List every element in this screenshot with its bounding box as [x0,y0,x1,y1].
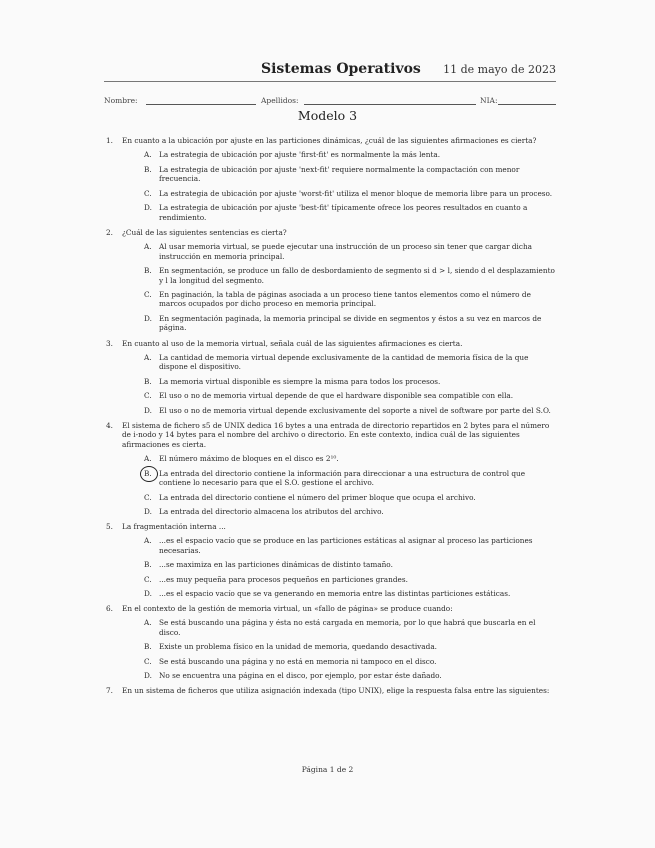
option-letter-text: D. [144,405,152,415]
option-letter-text: C. [144,289,152,299]
answer-option [144,560,556,570]
question-text: En cuanto al uso de la memoria virtual, señala cuál de las siguientes afirmaciones es cierta. [122,338,463,348]
question-stem [104,686,556,696]
option-letter [144,377,159,387]
handwritten-answer-circle [140,466,158,482]
option-letter [144,242,159,261]
answer-option [144,290,556,309]
option-letter [144,618,159,637]
question-6 [104,604,556,681]
nia-label: NIA: [480,96,498,105]
name-label: Nombre: [104,96,138,105]
answer-option [144,493,556,503]
question-1 [104,136,556,222]
answer-option [144,507,556,517]
question-number: 3. [106,338,113,348]
option-text: En segmentación paginada, la memoria principal se divide en segmentos y éstos a su vez en marcos de página. [159,313,542,333]
option-letter [144,507,159,517]
option-letter-text: A. [144,536,152,546]
header-divider [104,81,556,82]
option-letter [144,671,159,681]
option-text: El número máximo de bloques en el disco es 2¹⁰. [159,454,339,464]
option-text: No se encuentra una página en el disco, por ejemplo, por estar éste dañado. [159,671,442,681]
option-letter-text: C. [144,492,152,502]
question-stem [104,136,556,146]
option-letter-text: B. [144,265,152,275]
option-letter [144,406,159,416]
option-letter [144,266,159,285]
name-line [146,104,256,105]
answer-option [144,406,556,416]
option-letter-text: B. [144,642,152,652]
option-text: ...es el espacio vacío que se produce en las particiones estáticas al asignar al proceso las particiones necesarias. [159,536,533,555]
question-number: 5. [106,522,113,532]
question-number: 4. [106,420,113,430]
answer-option [144,266,556,285]
question-text: En el contexto de la gestión de memoria virtual, un «fallo de página» se produce cuando: [122,604,453,614]
answer-option [144,203,556,222]
option-text: En segmentación, se produce un fallo de desbordamiento de segmento si d > l, siendo d el desplazamiento y l la longitud del segmento. [159,265,555,285]
page-header [104,60,556,80]
option-letter-text: A. [144,618,152,628]
question-number: 6. [106,604,113,614]
question-text: En cuanto a la ubicación por ajuste en las particiones dinámicas, ¿cuál de las siguientes afirmaciones es cierta? [122,136,537,145]
option-letter [144,589,159,599]
question-5 [104,522,556,599]
option-letter [144,536,159,555]
question-3 [104,339,556,416]
answer-options [104,150,556,222]
option-text: Se está buscando una página y ésta no está cargada en memoria, por lo que habrá que buscarla en el disco. [159,618,536,638]
option-text: La cantidad de memoria virtual depende exclusivamente de la cantidad de memoria física de la que dispone el dispositivo. [159,352,529,372]
option-text: La memoria virtual disponible es siempre la misma para todos los procesos. [159,376,441,386]
answer-option [144,391,556,401]
option-letter-text: B. [144,560,152,570]
option-text: En paginación, la tabla de páginas asociada a un proceso tiene tantos elementos como el número de marcos ocupados por dicho proceso en memoria principal. [159,289,531,309]
answer-options [104,454,556,516]
option-text: La entrada del directorio contiene la información para direccionar a una estructura de control que contiene lo necesario para que el S.O. gestione el archivo. [159,468,526,488]
option-text: La estrategia de ubicación por ajuste 'best-fit' típicamente ofrece los peores resultados en cuanto a rendimiento. [159,202,528,222]
option-letter [144,290,159,309]
answer-option [144,618,556,637]
answer-option [144,353,556,372]
option-letter-text: C. [144,188,152,198]
question-stem [104,604,556,614]
answer-option [144,642,556,652]
option-letter-text: A. [144,454,152,464]
option-text: ...es el espacio vacío que se va generando en memoria entre las distintas particiones estáticas. [159,589,511,599]
option-letter-text: C. [144,391,152,401]
question-list [104,136,556,702]
option-letter [144,203,159,222]
answer-option [144,150,556,160]
answer-option [144,314,556,333]
surname-line [304,104,476,105]
option-letter-text: C. [144,574,152,584]
option-letter [144,560,159,570]
question-number: 1. [106,136,113,145]
option-text: La estrategia de ubicación por ajuste 'first-fit' es normalmente la más lenta. [159,150,441,160]
option-letter [144,493,159,503]
exam-date: 11 de mayo de 2023 [443,63,556,76]
option-letter-text: D. [144,506,152,516]
option-text: La estrategia de ubicación por ajuste 'worst-fit' utiliza el menor bloque de memoria libre para un proceso. [159,188,553,198]
option-letter-text: B. [144,468,152,478]
option-text: La estrategia de ubicación por ajuste 'next-fit' requiere normalmente la compactación con menor frecuencia. [159,164,520,184]
answer-option [144,671,556,681]
option-letter-text: D. [144,313,152,323]
option-text: Se está buscando una página y no está en memoria ni tampoco en el disco. [159,656,437,666]
option-text: El uso o no de memoria virtual depende de que el hardware disponible sea compatible con ella. [159,391,514,401]
exam-model-title: Modelo 3 [297,108,358,123]
option-letter-text: D. [144,589,152,599]
answer-option [144,575,556,585]
question-stem [104,421,556,450]
option-letter [144,165,159,184]
answer-option [144,454,556,464]
question-number: 2. [106,227,113,237]
option-text: Existe un problema físico en la unidad de memoria, quedando desactivada. [159,642,437,652]
option-letter-text: A. [144,241,152,251]
answer-option [144,189,556,199]
option-letter-text: B. [144,164,152,174]
question-2 [104,228,556,333]
student-fields [104,96,556,108]
answer-option [144,536,556,555]
option-letter [144,353,159,372]
question-text: ¿Cuál de las siguientes sentencias es cierta? [122,227,287,237]
option-text: Al usar memoria virtual, se puede ejecutar una instrucción de un proceso sin tener que cargar dicha instrucción en memoria principal. [159,241,533,261]
question-stem [104,339,556,349]
option-letter [144,391,159,401]
page-number: Página 1 de 2 [301,765,354,774]
option-letter-text: B. [144,376,152,386]
course-title: Sistemas Operativos [261,61,421,77]
option-letter [144,575,159,585]
answer-option [144,469,556,488]
option-letter [144,189,159,199]
question-text: El sistema de fichero s5 de UNIX dedica 16 bytes a una entrada de directorio repartidos en 2 bytes para el número de i-nodo y 14 bytes para el nombre del archivo o directorio. En este contexto, indica cuál de las siguientes afirmaciones es cierta. [122,420,550,449]
question-text: En un sistema de ficheros que utiliza asignación indexada (tipo UNIX), elige la respuesta falsa entre las siguientes: [122,686,550,696]
option-letter [144,642,159,652]
option-letter [144,314,159,333]
answer-option [144,165,556,184]
option-letter-text: A. [144,150,152,160]
option-letter-text: A. [144,352,152,362]
option-text: ...se maximiza en las particiones dinámicas de distinto tamaño. [159,560,393,570]
question-stem [104,228,556,238]
question-number: 7. [106,686,113,696]
surname-label: Apellidos: [261,96,299,105]
nia-line [498,104,556,105]
option-letter [144,454,159,464]
answer-option [144,589,556,599]
option-letter [144,657,159,667]
question-text: La fragmentación interna ... [122,522,226,532]
question-7 [104,686,556,696]
option-text: La entrada del directorio almacena los atributos del archivo. [159,506,384,516]
option-letter-text: D. [144,202,152,212]
answer-option [144,657,556,667]
option-text: El uso o no de memoria virtual depende exclusivamente del soporte a nivel de software por parte del S.O. [159,405,551,415]
answer-option [144,377,556,387]
question-stem [104,522,556,532]
answer-options [104,536,556,598]
option-text: ...es muy pequeña para procesos pequeños en particiones grandes. [159,574,408,584]
option-letter-text: D. [144,671,152,681]
option-letter-text: C. [144,656,152,666]
answer-option [144,242,556,261]
answer-options [104,618,556,680]
option-letter [144,150,159,160]
option-letter [144,469,159,488]
question-4 [104,421,556,517]
answer-options [104,242,556,333]
answer-options [104,353,556,415]
option-text: La entrada del directorio contiene el número del primer bloque que ocupa el archivo. [159,492,476,502]
